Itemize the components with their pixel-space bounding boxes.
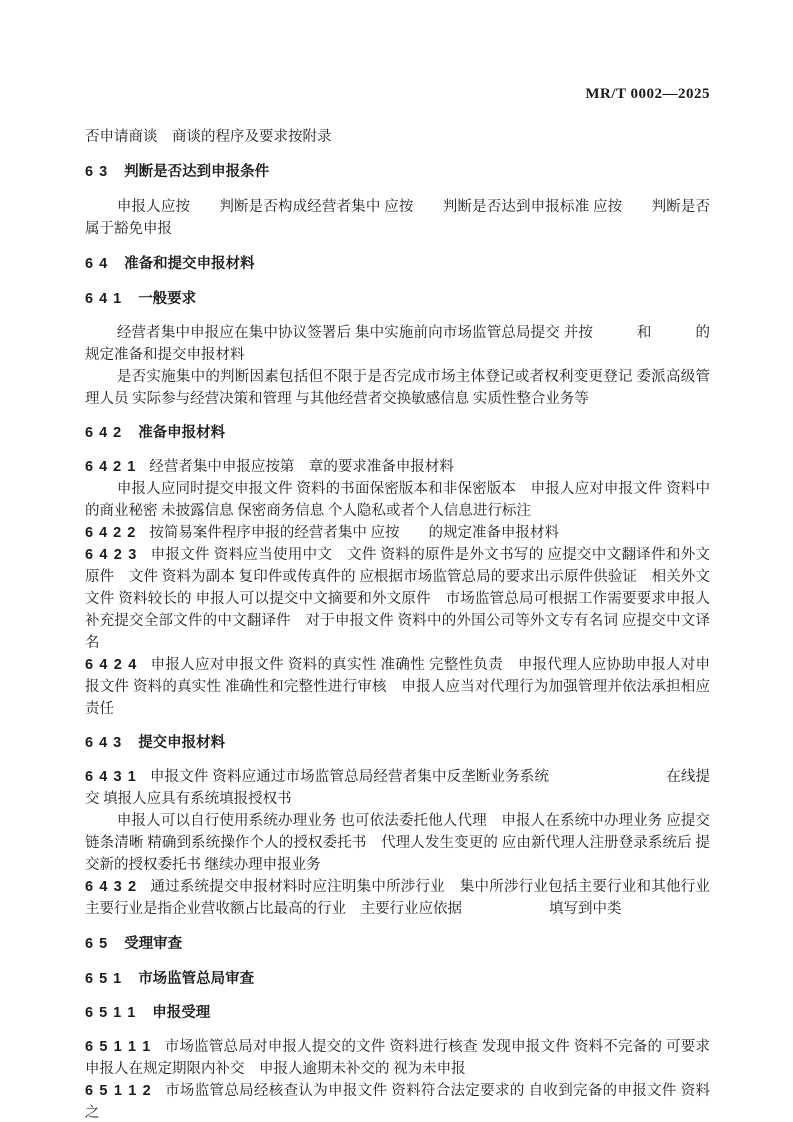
clause-number: 6 5 1 1 2 — [85, 1083, 152, 1099]
clause-paragraph — [85, 766, 710, 810]
heading-number: 6 4 — [85, 256, 109, 272]
section-heading — [85, 1002, 710, 1024]
clause-number: 6 4 3 2 — [85, 879, 138, 895]
section-heading — [85, 933, 710, 955]
clause-paragraph — [85, 654, 710, 720]
paragraph: 否申请商谈 商谈的程序及要求按附录 — [85, 129, 332, 145]
heading-title: 一般要求 — [138, 291, 197, 307]
clause-paragraph — [85, 544, 710, 654]
heading-number: 6 4 2 — [85, 425, 123, 441]
clause-paragraph — [85, 522, 710, 544]
clause-paragraph — [85, 1080, 710, 1122]
clause-paragraph — [85, 456, 710, 478]
heading-number: 6 5 — [85, 936, 109, 952]
heading-title: 准备和提交申报材料 — [124, 256, 255, 272]
heading-title: 准备申报材料 — [138, 425, 226, 441]
heading-number: 6 3 — [85, 164, 109, 180]
clause-text: 申报人应对申报文件 资料的真实性 准确性 完整性负责 申报代理人应协助申报人对申报文件 资料的真实性 准确性和完整性进行审核 申报人应当对代理行为加强管理并依法承担相应责任 — [85, 657, 711, 717]
clause-number: 6 4 2 2 — [85, 525, 137, 541]
heading-number: 6 5 1 1 — [85, 1005, 137, 1021]
clause-number: 6 5 1 1 1 — [85, 1039, 152, 1055]
clause-text: 申报文件 资料应当使用中文 文件 资料的原件是外文书写的 应提交中文翻译件和外文原件 文件 资料为副本 复印件或传真件的 应根据市场监管总局的要求出示原件供验证 相关外文文件 资料较长的 申报人可以提交中文摘要和外文原件 市场监管总局可根据工作需要要求申报人补充提交全部文件的中文翻译件 对于申报文件 资料中的外国公司等外文专有名词 应提交中文译名 — [85, 547, 711, 651]
paragraph: 申报人可以自行使用系统办理业务 也可依法委托他人代理 申报人在系统中办理业务 应提交链条清晰 精确到系统操作个人的授权委托书 代理人发生变更的 应由新代理人注册登录系统后 提交新的授权委托书 继续办理申报业务 — [85, 813, 710, 873]
clause-text: 市场监管总局对申报人提交的文件 资料进行核查 发现申报文件 资料不完备的 可要求申报人在规定期限内补交 申报人逾期未补交的 视为未申报 — [85, 1039, 711, 1077]
section-heading — [85, 732, 710, 754]
clause-number: 6 4 2 1 — [85, 459, 137, 475]
paragraph: 申报人应同时提交申报文件 资料的书面保密版本和非保密版本 申报人应对申报文件 资料中的商业秘密 未披露信息 保密商务信息 个人隐私或者个人信息进行标注 — [85, 481, 710, 519]
section-heading — [85, 253, 710, 275]
clause-paragraph — [85, 876, 710, 920]
heading-title: 提交申报材料 — [138, 735, 226, 751]
paragraph: 是否实施集中的判断因素包括但不限于是否完成市场主体登记或者权利变更登记 委派高级管理人员 实际参与经营决策和管理 与其他经营者交换敏感信息 实质性整合业务等 — [85, 369, 710, 407]
clause-text: 市场监管总局经核查认为申报文件 资料符合法定要求的 自收到完备的申报文件 资料之 — [85, 1083, 711, 1121]
clause-text: 按简易案件程序申报的经营者集中 应按 的规定准备申报材料 — [149, 525, 560, 541]
section-heading — [85, 161, 710, 183]
heading-number: 6 5 1 — [85, 971, 123, 987]
document-code: MR/T 0002—2025 — [585, 86, 710, 102]
section-heading — [85, 288, 710, 310]
paragraph: 申报人应按 判断是否构成经营者集中 应按 判断是否达到申报标准 应按 判断是否属于豁免申报 — [85, 199, 710, 237]
heading-title: 判断是否达到申报条件 — [124, 164, 270, 180]
heading-title: 受理审查 — [124, 936, 183, 952]
clause-number: 6 4 3 1 — [85, 769, 137, 785]
heading-number: 6 4 1 — [85, 291, 123, 307]
clause-number: 6 4 2 4 — [85, 657, 138, 673]
paragraph: 经营者集中申报应在集中协议签署后 集中实施前向市场监管总局提交 并按 和 的规定准备和提交申报材料 — [85, 325, 710, 363]
heading-number: 6 4 3 — [85, 735, 123, 751]
clause-text: 申报文件 资料应通过市场监管总局经营者集中反垄断业务系统 在线提交 填报人应具有系统填报授权书 — [85, 769, 711, 807]
clause-text: 通过系统提交申报材料时应注明集中所涉行业 集中所涉行业包括主要行业和其他行业 主要行业是指企业营收额占比最高的行业 主要行业应依据 填写到中类 — [85, 879, 710, 917]
section-heading — [85, 968, 710, 990]
clause-text: 经营者集中申报应按第 章的要求准备申报材料 — [149, 459, 454, 475]
clause-paragraph — [85, 1036, 710, 1080]
heading-title: 市场监管总局审查 — [138, 971, 255, 987]
document-body — [85, 126, 710, 1122]
section-heading — [85, 422, 710, 444]
clause-number: 6 4 2 3 — [85, 547, 138, 563]
heading-title: 申报受理 — [152, 1005, 211, 1021]
